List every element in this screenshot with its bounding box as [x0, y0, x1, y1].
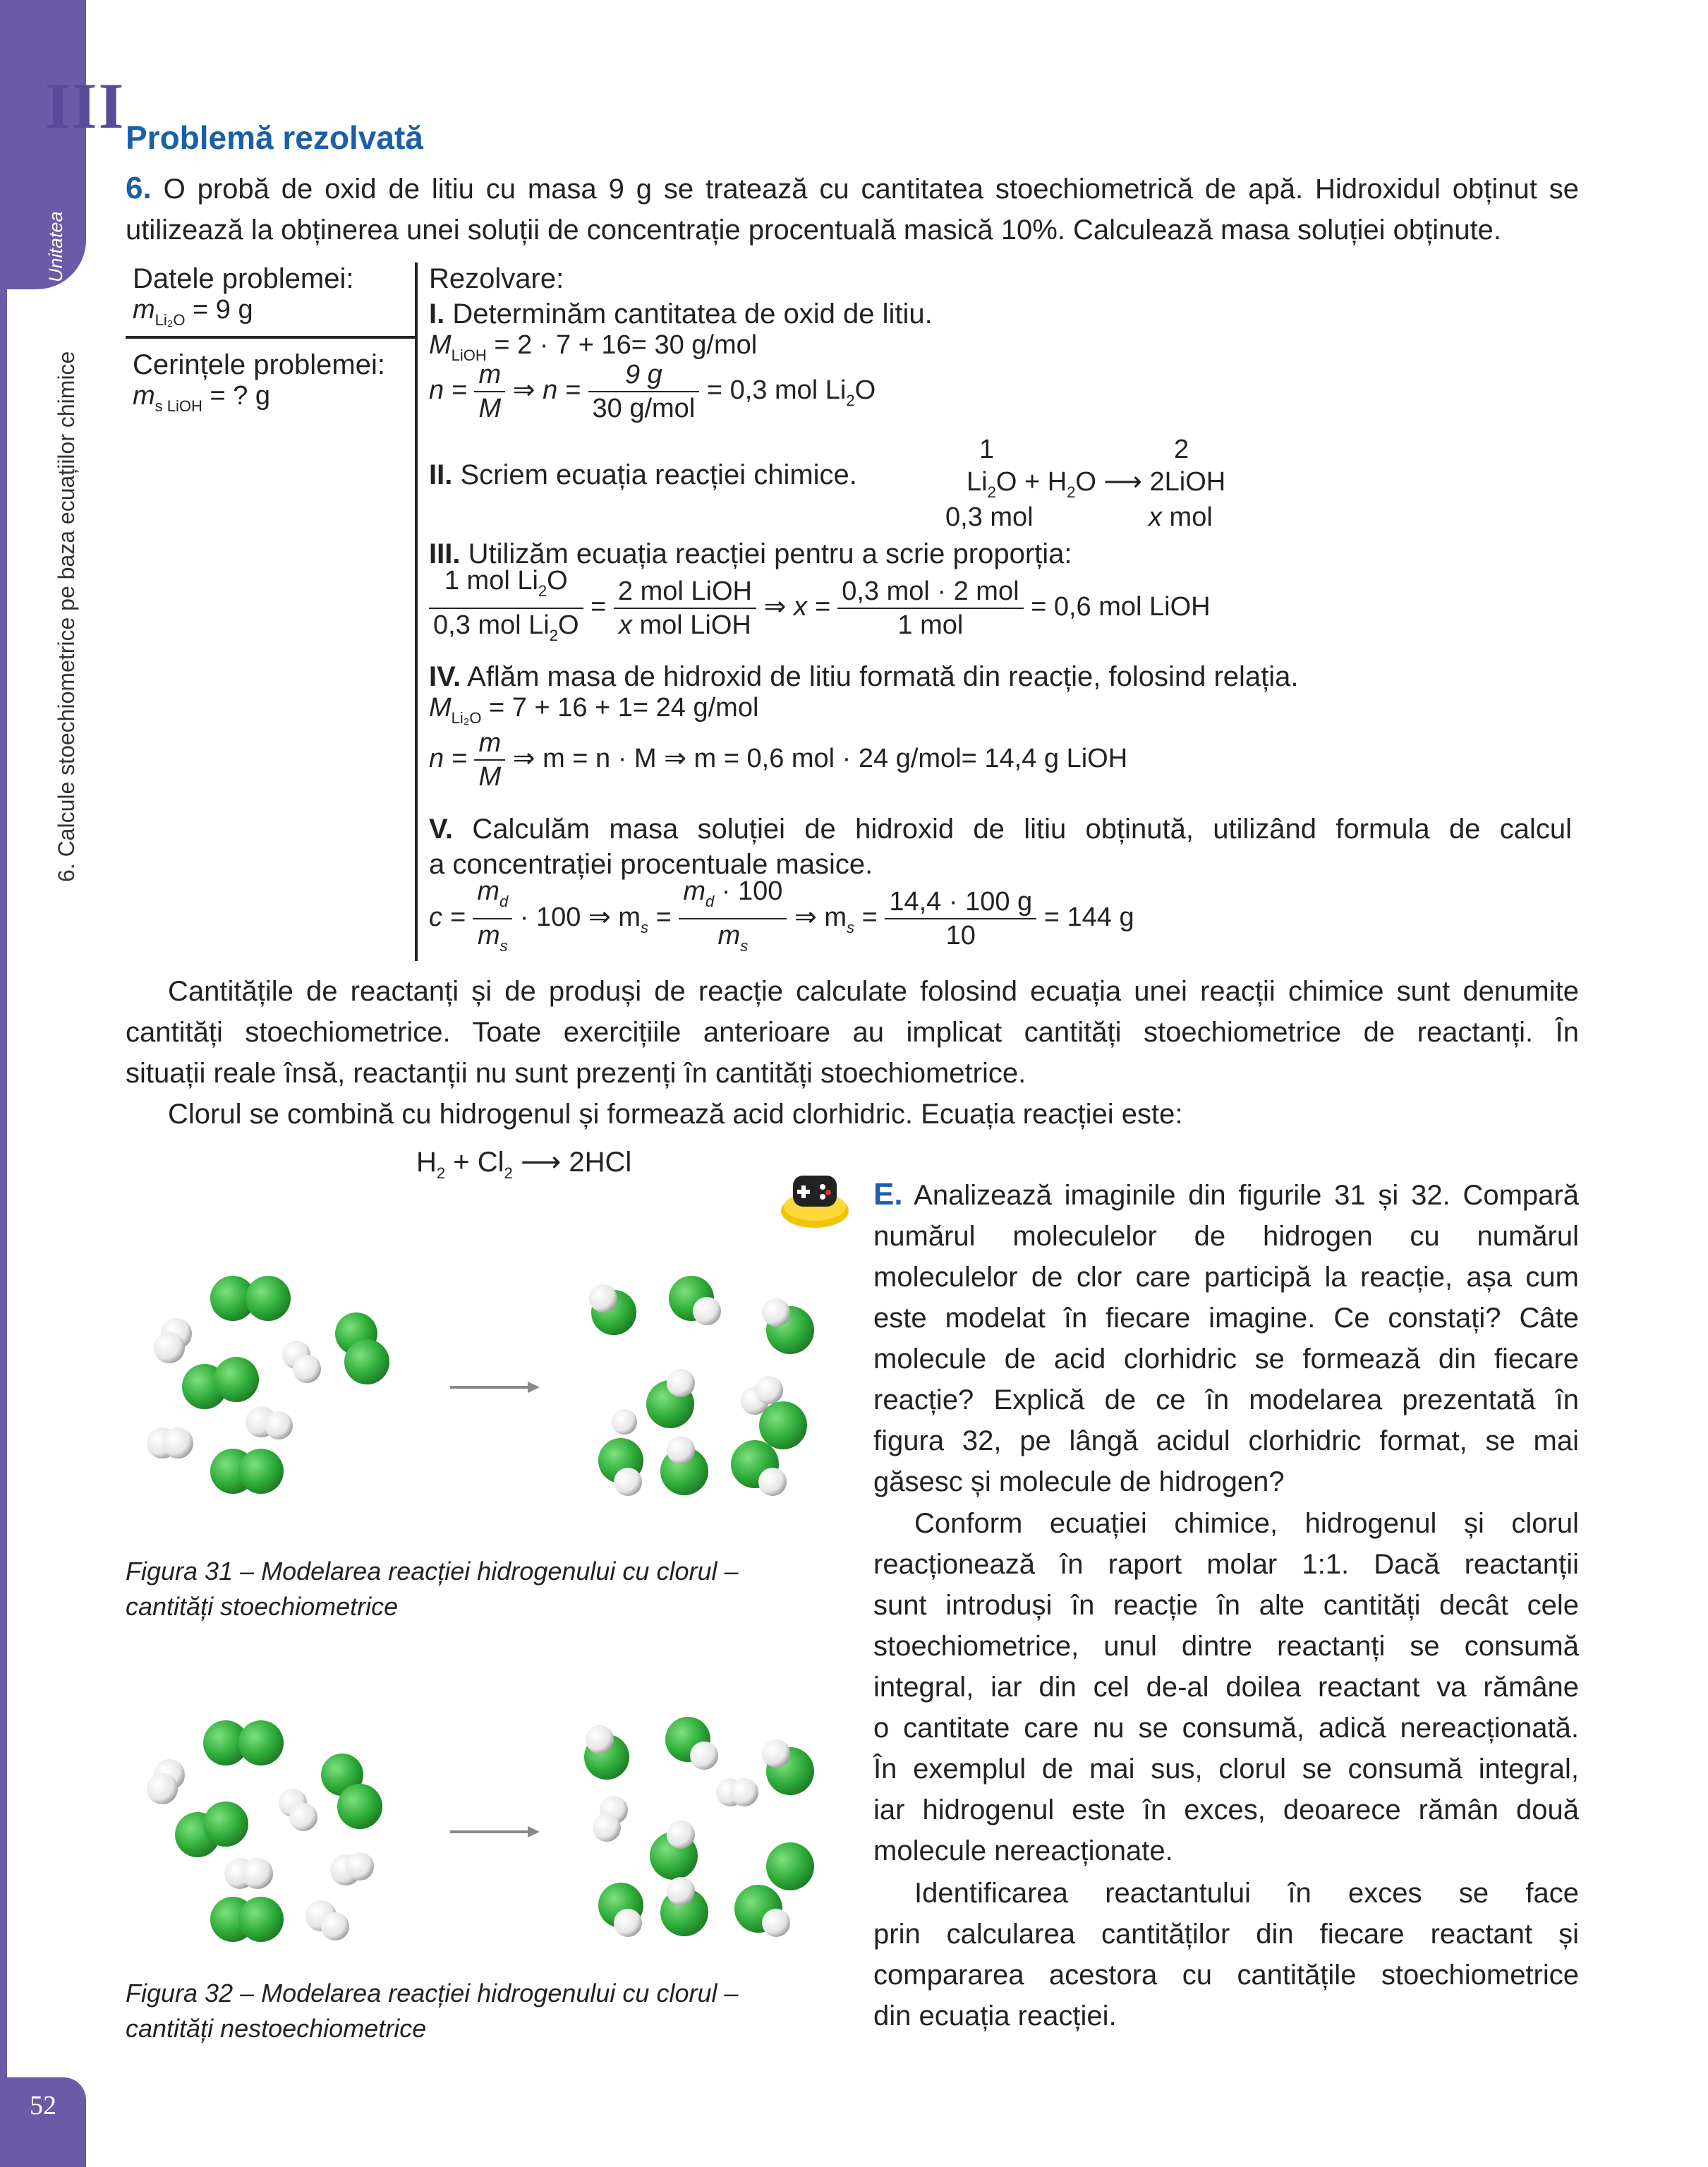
coef-lioh: 2: [1174, 435, 1189, 464]
step-5-cont: a concentrației procentuale masice.: [429, 849, 873, 880]
reactants-32: [147, 1720, 382, 1942]
sidebar: [0, 0, 86, 2167]
problem-statement: [126, 168, 1579, 250]
given-label: Datele problemei:: [133, 263, 354, 294]
given-data: $m_{Li_2O} = 9$ g: [133, 295, 253, 329]
molar-mass-li2o: $M_{Li_2O} = 7 + 16 + 1= 24$ g/mol: [429, 693, 759, 727]
coef-li2o: 1: [979, 435, 995, 464]
divider-horizontal: [126, 336, 415, 339]
chapter-title: 6. Calcule stoechiometrice pe baza ecuațiilor chimice: [54, 351, 79, 882]
required-data: $m_{s LiOH}$ = ? g: [133, 381, 271, 415]
products-31: [589, 1276, 814, 1496]
page-number: 52: [0, 2077, 86, 2167]
molar-mass-lioh: $M_{LiOH} = 2 \cdot 7 + 16= 30$ g/mol: [429, 330, 758, 364]
figure-31-caption: Figura 31 – Modelarea reacției hidrogenului cu clorul – cantități stoechiometrice: [126, 1557, 739, 1621]
problem-number: 6.: [126, 171, 152, 205]
problem-line: O probă de oxid de litiu cu masa 9 g se tratează cu cantitatea stoechiometrică de apă. Hidroxidul obținut se: [163, 174, 1579, 205]
figure-31-model: [134, 1242, 840, 1524]
step-5: V. Calculăm masa soluției de hidroxid de litiu obținută, utilizând formula de calcul: [429, 814, 1572, 845]
unit-label: Unitatea: [45, 211, 66, 282]
paragraph-excess: Conform ecuației chimice, hidrogenul și clorul reacționează în raport molar 1:1. Dacă reactanții sunt introduși în reacție în alte cantități decât cele stoechiometrice, unul dintre reactanți se consumă integral, iar din cel de-al doilea reactant va rămâne o cantitate care nu se consumă, adică nereacționată. În exemplul de mai sus, clorul se consumă integral, iar hidrogenul este în exces, deoarece rămân două molecule nereacționate.: [873, 1508, 1579, 1866]
figure-32-caption: Figura 32 – Modelarea reacției hidrogenului cu clorul – cantități nestoechiometrice: [126, 1979, 739, 2043]
figure-32-model: [134, 1708, 840, 1976]
moles-li2o-formula: n = $\frac{m}{M}$ ⇒ n = $\frac{9 g}{\text{30 g/mol}}$ = 0,3 mol $Li_2O$: [429, 360, 876, 423]
step-3: III. Utilizăm ecuația reacției pentru a scrie proporția:: [429, 538, 1072, 569]
section-title: Problemă rezolvată: [126, 119, 423, 156]
proportion: $\frac{1 mol Li_2O}{0,3 mol Li_2O}$ = $\frac{\text{2 mol LiOH}}{\text{x mol LiOH}}$ ⇒ x = $\frac{\text{0,3 mol · 2 mol}}{\text{1 mol}}$ = 0,6 mol LiOH: [429, 565, 1211, 652]
paragraph-chlorine: Clorul se combină cu hidrogenul și formează acid clorhidric. Ecuația reacției este:: [168, 1099, 1183, 1130]
unit-number: III: [45, 70, 126, 142]
step-1: I. Determinăm cantitatea de oxid de litiu.: [429, 298, 933, 330]
mass-lioh-formula: n = $\frac{m}{M}$ ⇒ m = n · M ⇒ m = 0,6 mol · 24 g/mol= 14,4 g LiOH: [429, 728, 1128, 792]
problem-line: utilizează la obținerea unei soluții de concentrație procentuală masică 10%. Calculează masa soluției obținute.: [126, 215, 1502, 246]
solution-header: Rezolvare:: [429, 263, 564, 294]
reaction-equation: $Li_2O + H_2O$ ⟶ 2LiOH: [967, 467, 1226, 501]
step-4: IV. Aflăm masa de hidroxid de litiu formată din reacție, folosind relația.: [429, 661, 1299, 692]
reactants-31: [147, 1276, 389, 1494]
products-32: [584, 1717, 814, 1937]
hcl-equation: $H_2 + Cl_2$ ⟶ 2HCl: [416, 1147, 632, 1182]
gamepad-icon: [776, 1157, 854, 1235]
sidebar-line: [0, 289, 7, 2167]
required-label: Cerințele problemei:: [133, 349, 385, 380]
moles-li2o: 0,3 mol: [945, 502, 1034, 532]
solution-mass-formula: c = $\frac{m_d}{m_s}$ · 100 ⇒ $m_s$ = $\frac{m_d \cdot 100}{m_s}$ ⇒ $m_s$ = $\frac{14,4 \cdot 100 g}{10}$ = 144 g: [429, 876, 1134, 955]
paragraph-identification: Identificarea reactantului în exces se face prin calcularea cantităților din fiecare reactant și compararea acestora cu cantitățile stoechiometrice din ecuația reacției.: [873, 1878, 1579, 2032]
paragraph-stoichiometric: Cantitățile de reactanți și de produși de reacție calculate folosind ecuația unei reacții chimice sunt denumite cantități stoechiometrice. Toate exercițiile anterioare au implicat cantități stoechiometrice de reactanți. În situații reale însă, reactanții nu sunt prezenți în cantități stoechiometrice.: [126, 976, 1579, 1089]
activity-e: E. Analizează imaginile din figurile 31 și 32. Compară numărul moleculelor de hidrogen cu numărul moleculelor de clor care participă la reacție, așa cum este modelat în fiecare imagine. Ce constați? Câte molecule de acid clorhidric se formează din fiecare reacție? Explică de ce în modelarea prezentată în figura 32, pe lângă acidul clorhidric format, se mai găsesc și molecule de hidrogen?: [873, 1177, 1579, 1497]
divider-vertical: [415, 262, 418, 961]
moles-lioh: x mol: [1149, 502, 1213, 532]
step-2: II. Scriem ecuația reacției chimice.: [429, 459, 857, 490]
unit-tab: [0, 0, 86, 289]
